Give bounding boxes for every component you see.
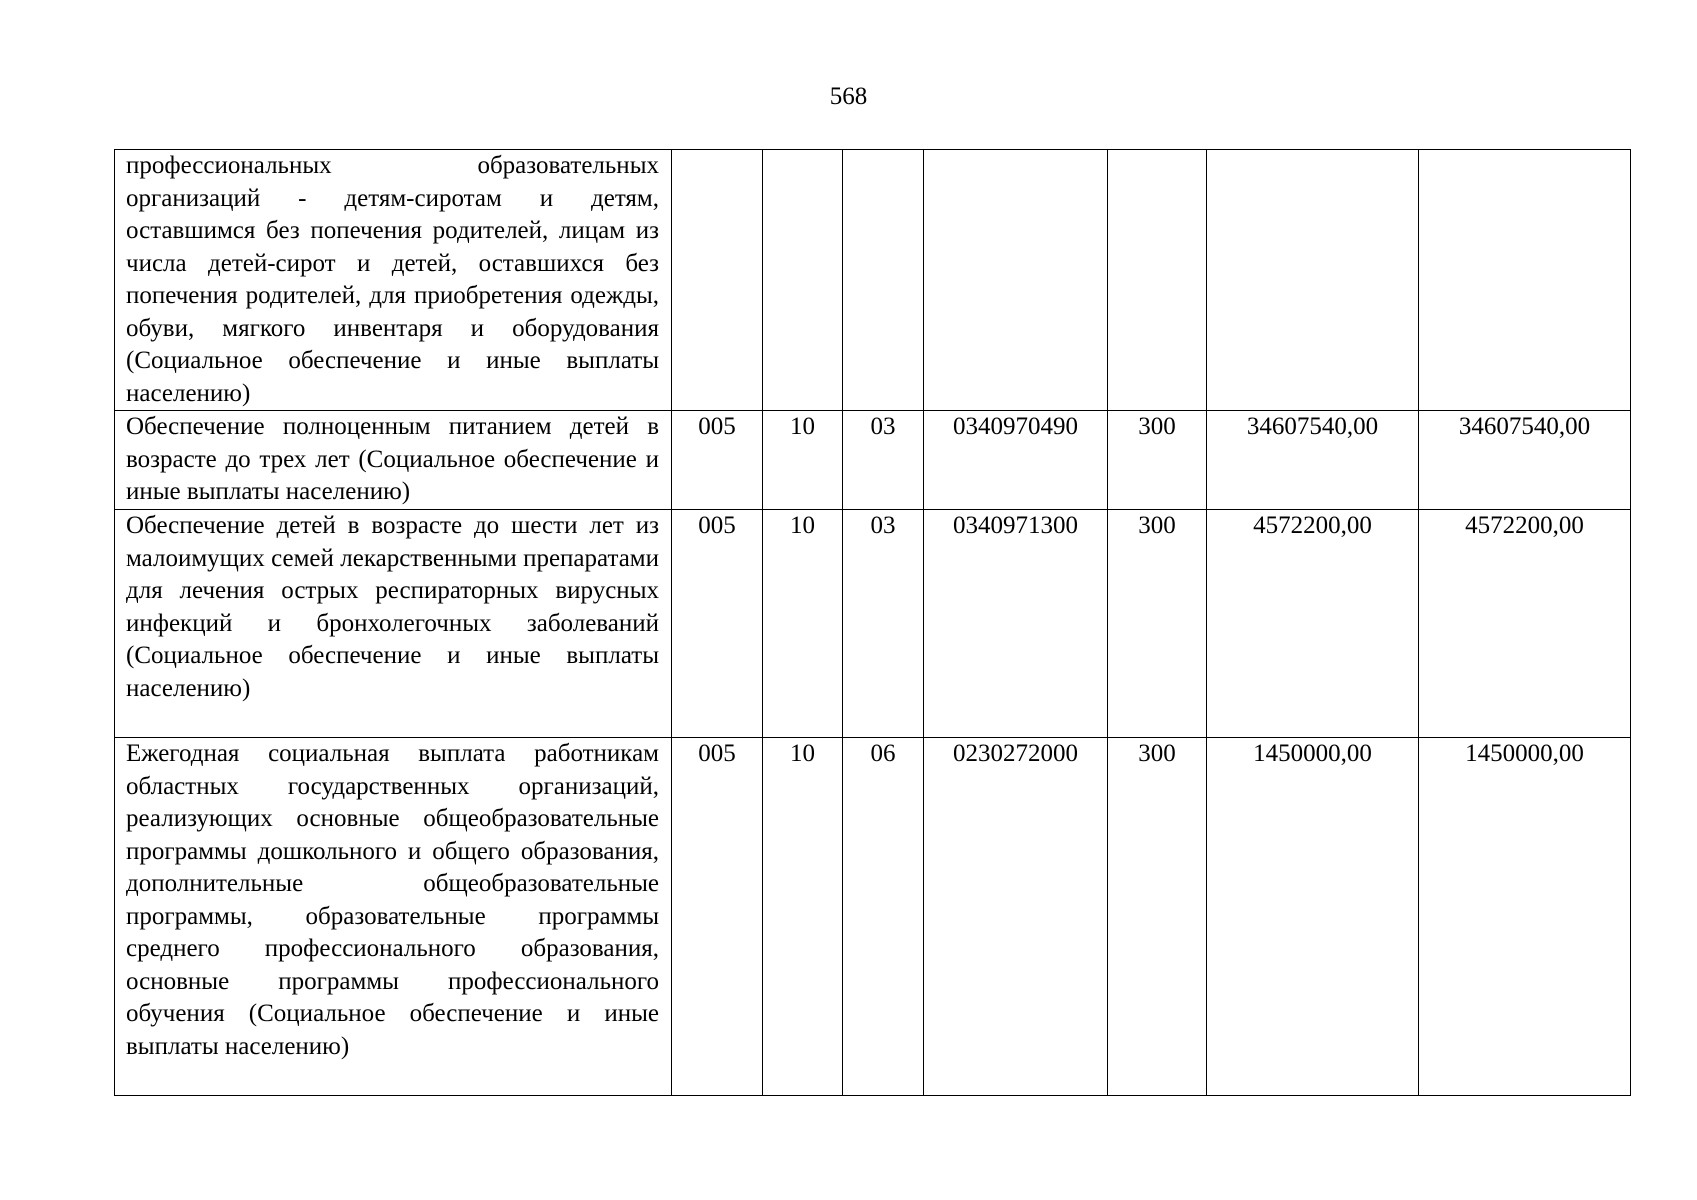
target-article-code: 0340970490 (924, 411, 1108, 510)
amount-1: 34607540,00 (1207, 411, 1419, 510)
table-row (115, 150, 1631, 411)
target-article-code (924, 150, 1108, 411)
amount-1: 4572200,00 (1207, 510, 1419, 738)
section-code: 10 (763, 738, 843, 1096)
row-description: профессиональных образовательных организаций - детям-сиротам и детям, оставшимся без попечения родителей, лицам из числа детей-сирот и детей, оставшихся без попечения родителей, для приобретения одежды, обуви, мягкого инвентаря и оборудования (Социальное обеспечение и иные выплаты населению) (115, 150, 672, 411)
ministry-code: 005 (672, 510, 763, 738)
target-article-code: 0340971300 (924, 510, 1108, 738)
ministry-code (672, 150, 763, 411)
section-code: 10 (763, 510, 843, 738)
subsection-code: 03 (843, 510, 924, 738)
subsection-code: 06 (843, 738, 924, 1096)
subsection-code (843, 150, 924, 411)
subsection-code: 03 (843, 411, 924, 510)
amount-1 (1207, 150, 1419, 411)
amount-1: 1450000,00 (1207, 738, 1419, 1096)
amount-2 (1419, 150, 1631, 411)
row-description: Обеспечение детей в возрасте до шести лет из малоимущих семей лекарственными препаратами для лечения острых респираторных вирусных инфекций и бронхолегочных заболеваний (Социальное обеспечение и иные выплаты населению) (115, 510, 672, 738)
expense-type-code: 300 (1108, 411, 1207, 510)
amount-2: 34607540,00 (1419, 411, 1631, 510)
budget-table (114, 149, 1631, 1096)
table-row (115, 738, 1631, 1096)
row-description: Обеспечение полноценным питанием детей в возрасте до трех лет (Социальное обеспечение и иные выплаты населению) (115, 411, 672, 510)
ministry-code: 005 (672, 738, 763, 1096)
amount-2: 1450000,00 (1419, 738, 1631, 1096)
page-number: 568 (829, 83, 868, 110)
expense-type-code (1108, 150, 1207, 411)
target-article-code: 0230272000 (924, 738, 1108, 1096)
section-code (763, 150, 843, 411)
ministry-code: 005 (672, 411, 763, 510)
table-row (115, 510, 1631, 738)
row-description: Ежегодная социальная выплата работникам областных государственных организаций, реализующих основные общеобразовательные программы дошкольного и общего образования, дополнительные общеобразовательные программы, образовательные программы среднего профессионального образования, основные программы профессионального обучения (Социальное обеспечение и иные выплаты населению) (115, 738, 672, 1096)
expense-type-code: 300 (1108, 510, 1207, 738)
section-code: 10 (763, 411, 843, 510)
amount-2: 4572200,00 (1419, 510, 1631, 738)
expense-type-code: 300 (1108, 738, 1207, 1096)
table-row (115, 411, 1631, 510)
